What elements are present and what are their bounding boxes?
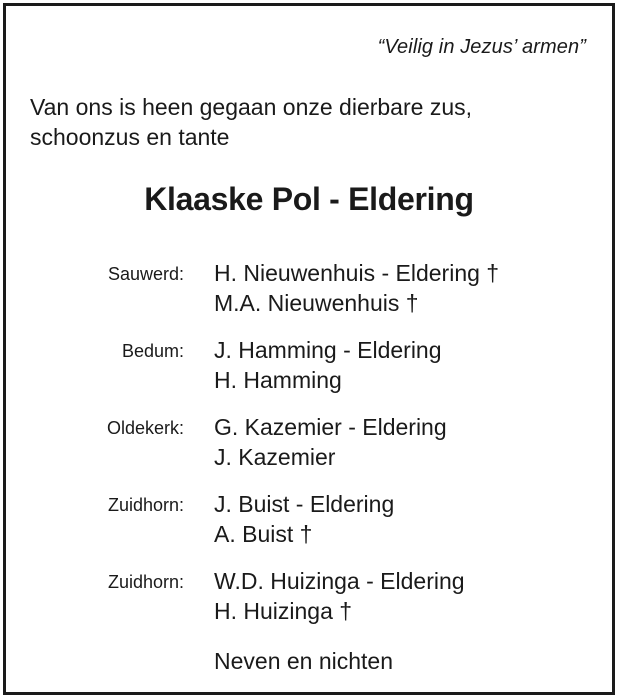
family-group [6,566,612,643]
family-group [6,412,612,489]
family-name: H. Nieuwenhuis - Eldering † [214,260,500,286]
family-name: M.A. Nieuwenhuis † [214,290,419,316]
family-names [214,335,442,395]
family-name: H. Hamming [214,367,342,393]
family-name: J. Kazemier [214,444,336,470]
family-place: Zuidhorn: [107,572,184,592]
family-name: J. Buist - Eldering [214,491,395,517]
family-name: W.D. Huizinga - Eldering [214,568,465,594]
closing-text: Neven en nichten [214,648,394,674]
family-place: Sauwerd: [107,264,184,284]
family-list [6,258,612,643]
obituary-card [3,3,615,695]
family-group [6,489,612,566]
deceased-name: Klaaske Pol - Eldering [144,181,474,217]
family-names [214,258,499,318]
family-place: Zuidhorn: [107,495,184,515]
intro-text [30,92,472,152]
family-group [6,335,612,412]
family-place: Oldekerk: [106,418,184,438]
intro-line-1: Van ons is heen gegaan onze dierbare zus, [30,94,472,120]
family-name: J. Hamming - Eldering [214,337,442,363]
family-group [6,258,612,335]
family-name: A. Buist † [214,521,313,547]
family-place: Bedum: [121,341,184,361]
family-names [214,489,394,549]
family-name: G. Kazemier - Eldering [214,414,447,440]
family-names [214,566,465,626]
motto-quote: “Veilig in Jezus’ armen” [377,36,586,58]
family-names [214,412,447,472]
intro-line-2: schoonzus en tante [30,124,230,150]
family-name: H. Huizinga † [214,598,353,624]
